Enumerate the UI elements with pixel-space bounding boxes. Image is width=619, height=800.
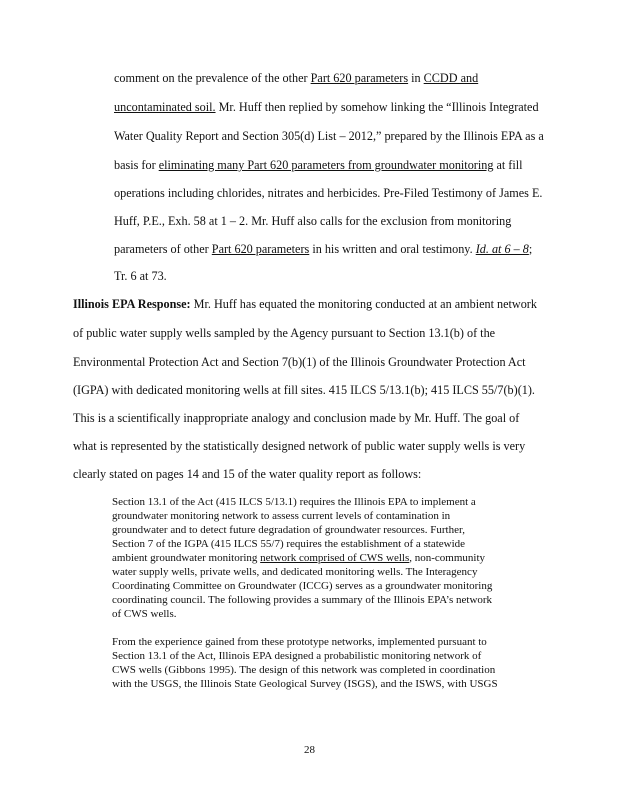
intro-line-7: parameters of other Part 620 parameters in his written and oral testimony. Id. at 6 – 8;: [114, 242, 533, 256]
response-line-4: (IGPA) with dedicated monitoring wells at fill sites. 415 ILCS 5/13.1(b); 415 ILCS 55/7(b)(1).: [73, 383, 535, 397]
quote1-line-5: ambient groundwater monitoring network comprised of CWS wells, non-community: [112, 552, 486, 564]
quote1-line-2: groundwater monitoring network to assess current levels of contamination in: [112, 510, 451, 522]
intro-line-4: basis for eliminating many Part 620 parameters from groundwater monitoring at fill: [114, 158, 523, 172]
response-line-6: what is represented by the statistically designed network of public water supply wells is very: [73, 439, 526, 453]
response-line-2: of public water supply wells sampled by the Agency pursuant to Section 13.1(b) of the: [73, 326, 496, 340]
response-label: Illinois EPA Response:: [73, 297, 191, 311]
quote1-line-8: coordinating council. The following provides a summary of the Illinois EPA’s network: [112, 594, 493, 606]
quote1-line-4: Section 7 of the IGPA (415 ILCS 55/7) requires the establishment of a statewide: [112, 538, 466, 550]
quote1-line-6: water supply wells, private wells, and dedicated monitoring wells. The Interagency: [112, 566, 478, 578]
quote2-line-3: CWS wells (Gibbons 1995). The design of this network was completed in coordination: [112, 664, 496, 676]
intro-line-2: uncontaminated soil. Mr. Huff then replied by somehow linking the “Illinois Integrated: [114, 100, 539, 114]
intro-line-5: operations including chlorides, nitrates and herbicides. Pre-Filed Testimony of James E.: [114, 186, 543, 200]
quote1-line-1: Section 13.1 of the Act (415 ILCS 5/13.1) requires the Illinois EPA to implement a: [112, 496, 476, 508]
intro-line-8: Tr. 6 at 73.: [114, 269, 167, 283]
intro-line-1: comment on the prevalence of the other Part 620 parameters in CCDD and: [114, 71, 479, 85]
response-line-5: This is a scientifically inappropriate analogy and conclusion made by Mr. Huff. The goal of: [73, 411, 520, 425]
response-line-3: Environmental Protection Act and Section 7(b)(1) of the Illinois Groundwater Protection Act: [73, 355, 526, 369]
response-line-7: clearly stated on pages 14 and 15 of the water quality report as follows:: [73, 467, 422, 481]
quote1-line-9: of CWS wells.: [112, 608, 177, 620]
intro-line-6: Huff, P.E., Exh. 58 at 1 – 2. Mr. Huff also calls for the exclusion from monitoring: [114, 214, 512, 228]
response-line-1: Illinois EPA Response: Mr. Huff has equated the monitoring conducted at an ambient network: [73, 297, 537, 311]
intro-line-3: Water Quality Report and Section 305(d) List – 2012,” prepared by the Illinois EPA as a: [114, 129, 544, 143]
quote2-line-4: with the USGS, the Illinois State Geological Survey (ISGS), and the ISWS, with USGS: [112, 678, 498, 690]
quote1-line-3: groundwater and to detect future degradation of groundwater resources. Further,: [112, 524, 465, 536]
quote1-line-7: Coordinating Committee on Groundwater (ICCG) serves as a groundwater monitoring: [112, 580, 493, 592]
quote2-line-1: From the experience gained from these prototype networks, implemented pursuant to: [112, 636, 487, 648]
page-number: 28: [304, 744, 315, 756]
quote2-line-2: Section 13.1 of the Act, Illinois EPA designed a probabilistic monitoring network of: [112, 650, 482, 662]
